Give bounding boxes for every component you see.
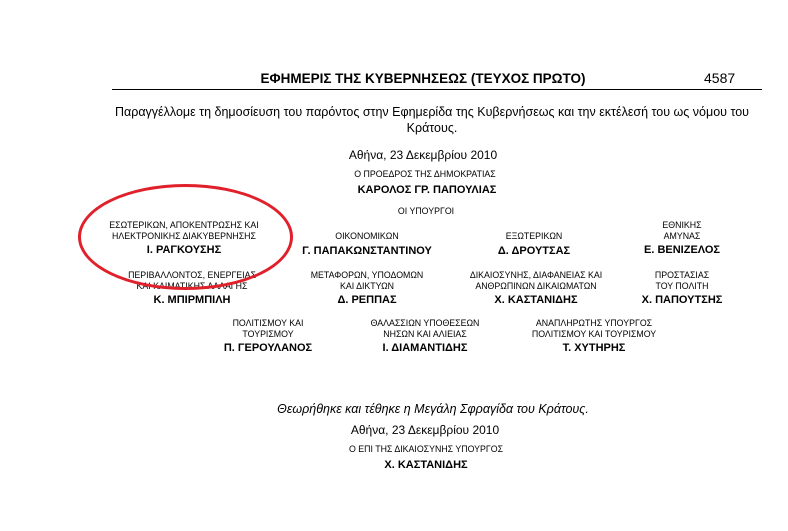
minister-title: ΑΝΘΡΩΠΙΝΩΝ ΔΙΚΑΙΩΜΑΤΩΝ: [475, 280, 597, 291]
seal-text: Θεωρήθηκε και τέθηκε η Μεγάλη Σφραγίδα του Κράτους.: [277, 402, 589, 416]
minister-maritime: [371, 318, 480, 354]
deputy-minister-culture: [532, 318, 656, 354]
minister-title: ΠΡΟΣΤΑΣΙΑΣ: [654, 270, 710, 280]
minister-title: ΚΑΙ ΔΙΚΤΥΩΝ: [339, 280, 395, 291]
minister-title: ΑΜΥΝΑΣ: [663, 230, 701, 241]
minister-title: ΕΘΝΙΚΗΣ: [662, 220, 702, 230]
minister-name: Ι. ΔΙΑΜΑΝΤΙΔΗΣ: [382, 342, 468, 354]
minister-finance: [302, 231, 432, 257]
president-title: Ο ΠΡΟΕΔΡΟΣ ΤΗΣ ΔΗΜΟΚΡΑΤΙΑΣ: [354, 169, 496, 179]
minister-name: Δ. ΔΡΟΥΤΣΑΣ: [497, 244, 571, 257]
minister-citizen-protection: [642, 270, 723, 306]
minister-title: ΜΕΤΑΦΟΡΩΝ, ΥΠΟΔΟΜΩΝ: [310, 270, 424, 280]
minister-defence: [644, 220, 720, 256]
minister-justice: [470, 270, 602, 306]
minister-name: Χ. ΠΑΠΟΥΤΣΗΣ: [641, 294, 723, 306]
minister-title: ΠΕΡΙΒΑΛΛΟΝΤΟΣ, ΕΝΕΡΓΕΙΑΣ: [128, 270, 256, 280]
minister-interior: [109, 220, 258, 256]
minister-culture: [224, 318, 312, 354]
minister-title: ΗΛΕΚΤΡΟΝΙΚΗΣ ΔΙΑΚΥΒΕΡΝΗΣΗΣ: [112, 230, 256, 241]
minister-name: Π. ΓΕΡΟΥΛΑΝΟΣ: [223, 342, 313, 354]
minister-name: Τ. ΧΥΤΗΡΗΣ: [562, 342, 626, 354]
minister-title: ΤΟΥΡΙΣΜΟΥ: [242, 328, 294, 339]
minister-name: Δ. ΡΕΠΠΑΣ: [337, 294, 397, 306]
minister-title: ΟΙΚΟΝΟΜΙΚΩΝ: [335, 231, 399, 241]
header-rule: [112, 89, 762, 90]
minister-name: Χ. ΚΑΣΤΑΝΙΔΗΣ: [494, 294, 578, 306]
minister-title: ΤΟΥ ΠΟΛΙΤΗ: [655, 280, 709, 291]
minister-title: ΑΝΑΠΛΗΡΩΤΗΣ ΥΠΟΥΡΓΟΣ: [535, 318, 653, 328]
minister-title: ΠΟΛΙΤΙΣΜΟΥ ΚΑΙ: [232, 318, 304, 328]
minister-title: ΕΞΩΤΕΡΙΚΩΝ: [505, 231, 563, 241]
president-name: ΚΑΡΟΛΟΣ ΓΡ. ΠΑΠΟΥΛΙΑΣ: [357, 184, 497, 196]
justice-minister-name: Χ. ΚΑΣΤΑΝΙΔΗΣ: [384, 459, 468, 471]
page-number: 4587: [704, 70, 736, 86]
page-header-title: ΕΦΗΜΕΡΙΣ ΤΗΣ ΚΥΒΕΡΝΗΣΕΩΣ (ΤΕΥΧΟΣ ΠΡΩΤΟ): [260, 71, 586, 86]
minister-name: Κ. ΜΠΙΡΜΠΙΛΗ: [153, 294, 231, 306]
minister-environment: [128, 270, 256, 306]
minister-foreign: [498, 231, 570, 257]
ministers-label: ΟΙ ΥΠΟΥΡΓΟΙ: [397, 206, 455, 216]
minister-title: ΔΙΚΑΙΟΣΥΝΗΣ, ΔΙΑΦΑΝΕΙΑΣ ΚΑΙ: [469, 270, 603, 280]
minister-name: Ι. ΡΑΓΚΟΥΣΗΣ: [146, 244, 222, 256]
date-athens-2: Αθήνα, 23 Δεκεμβρίου 2010: [350, 423, 500, 437]
minister-title: ΠΟΛΙΤΙΣΜΟΥ ΚΑΙ ΤΟΥΡΙΣΜΟΥ: [531, 328, 657, 339]
minister-title: ΚΑΙ ΚΛΙΜΑΤΙΚΗΣ ΑΛΛΑΓΗΣ: [136, 280, 248, 291]
minister-title: ΕΣΩΤΕΡΙΚΩΝ, ΑΠΟΚΕΝΤΡΩΣΗΣ ΚΑΙ: [109, 220, 259, 230]
decree-text: Παραγγέλλομε τη δημοσίευση του παρόντος στην Εφημερίδα της Κυβερνήσεως και την εκτέλεσή του ως νόμου του Κράτους.: [114, 105, 750, 135]
date-athens-1: Αθήνα, 23 Δεκεμβρίου 2010: [348, 148, 498, 162]
justice-minister-title: Ο ΕΠΙ ΤΗΣ ΔΙΚΑΙΟΣΥΝΗΣ ΥΠΟΥΡΓΟΣ: [348, 444, 504, 454]
minister-name: Γ. ΠΑΠΑΚΩΝΣΤΑΝΤΙΝΟΥ: [302, 244, 432, 257]
minister-transport: [311, 270, 424, 306]
minister-name: Ε. ΒΕΝΙΖΕΛΟΣ: [644, 244, 720, 256]
minister-title: ΝΗΣΩΝ ΚΑΙ ΑΛΙΕΙΑΣ: [383, 328, 467, 339]
minister-title: ΘΑΛΑΣΣΙΩΝ ΥΠΟΘΕΣΕΩΝ: [370, 318, 480, 328]
